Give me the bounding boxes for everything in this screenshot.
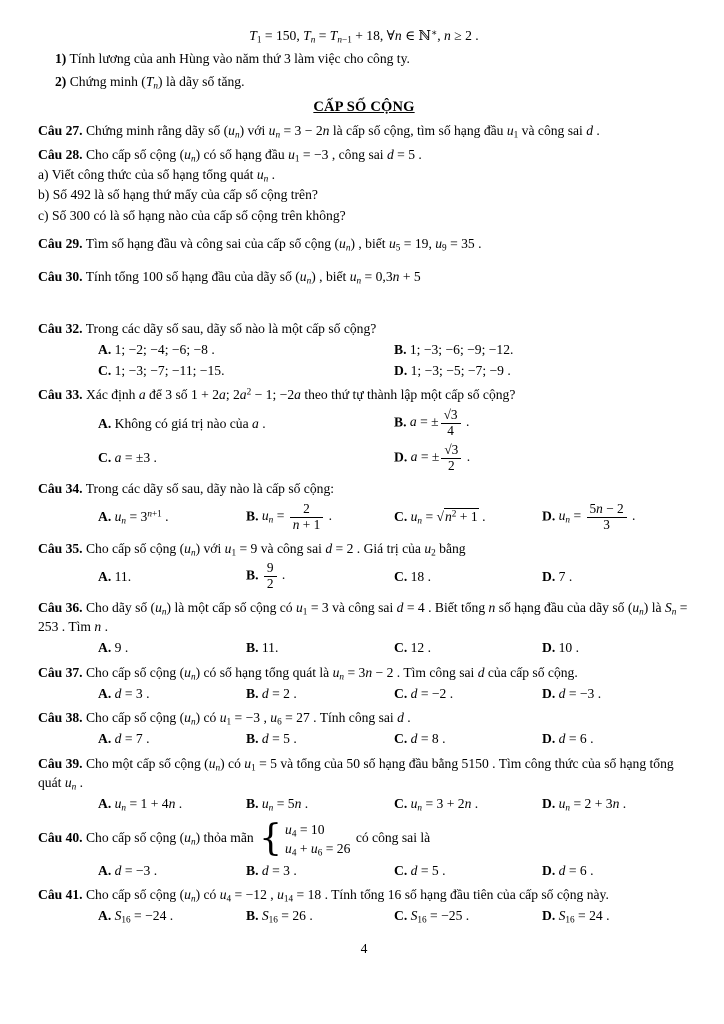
question-37-option-A (98, 683, 246, 704)
option-label: C. (98, 450, 112, 466)
question-34-option-B (246, 500, 394, 535)
option-label: B. (246, 862, 259, 878)
option-text: $S_{16} = 26$ . (261, 908, 313, 925)
question-32-option-C (98, 360, 394, 381)
question-28-number: Câu 28. (38, 146, 83, 162)
question-38-option-B (246, 728, 394, 749)
option-text: 11. (114, 568, 132, 584)
option-label: A. (98, 796, 112, 812)
question-33-options (38, 406, 690, 476)
question-28-text: Cho cấp số cộng $(u_n)$ có số hạng đầu $u_1 = -3$ , công sai d = 5 . (85, 146, 422, 164)
question-41-option-D (542, 905, 690, 926)
option-text: $S_{16} = -24$ . (114, 908, 174, 925)
question-41-option-B (246, 905, 394, 926)
option-label: D. (542, 640, 556, 656)
question-28-sub-a: a) Viết công thức của số hạng tổng quát $u_n$ . (38, 167, 276, 184)
question-38-number: Câu 38. (38, 710, 83, 726)
question-39-number: Câu 39. (38, 755, 83, 771)
option-label: B. (246, 796, 259, 812)
question-37-option-C (394, 683, 542, 704)
option-text: Không có giá trị nào của a . (114, 415, 266, 431)
option-label: D. (542, 908, 556, 924)
question-37-number: Câu 37. (38, 664, 83, 680)
question-39-option-C (394, 793, 542, 814)
question-28-sub-c: c) Số 300 có là số hạng nào của cấp số cộng trên không? (38, 207, 346, 223)
intro-item-1-label: 1) (55, 51, 67, 67)
question-33-number: Câu 33. (38, 387, 83, 403)
option-label: B. (246, 908, 259, 924)
option-text: d = 6 . (558, 731, 594, 747)
question-27 (38, 121, 690, 140)
option-label: C. (394, 509, 408, 525)
question-40-option-B (246, 860, 394, 881)
question-34-number: Câu 34. (38, 481, 83, 497)
question-27-number: Câu 27. (38, 123, 83, 139)
question-38-option-C (394, 728, 542, 749)
question-34-options (38, 500, 690, 535)
option-label: D. (542, 862, 556, 878)
question-27-text: Chứng minh rằng dãy số $(u_n)$ với $u_n = 3 - 2n$ là cấp số cộng, tìm số hạng đầu $u_1$ và công sai d . (85, 123, 600, 141)
question-34 (38, 479, 690, 498)
option-text: $u_n = 3 + 2n$ . (410, 796, 479, 813)
option-label: D. (542, 685, 556, 701)
page-number: 4 (360, 940, 368, 956)
option-text: 11. (261, 640, 279, 656)
question-39-option-A (98, 793, 246, 814)
question-40-system (259, 817, 351, 859)
question-39 (38, 754, 690, 793)
option-text: 1; −3; −6; −9; −12. (409, 341, 514, 357)
question-32-options (38, 339, 690, 382)
option-text: a = ± $\frac{√3}{4}$ . (409, 406, 470, 438)
option-text: d = 7 . (114, 731, 150, 747)
question-36 (38, 598, 690, 637)
question-29-text: Tìm số hạng đầu và công sai của cấp số cộng $(u_n)$ , biết $u_5 = 19$, $u_9 = 35$ . (85, 235, 482, 253)
question-40-lead: Cho cấp số cộng $(u_n)$ thỏa mãn (85, 829, 254, 847)
system-equation-2: $u_4 + u_6 = 26$ (285, 840, 351, 858)
option-label: D. (542, 731, 556, 747)
question-41-text: Cho cấp số cộng $(u_n)$ có $u_4 = -12$ , $u_{14} = 18$ . Tính tổng 16 số hạng đầu tiên của cấp số cộng này. (85, 887, 609, 904)
option-text: $u_n = 3^{n+1}$ . (114, 508, 169, 527)
option-text: 10 . (558, 640, 580, 656)
question-33 (38, 385, 690, 404)
question-40-tail: có công sai là (355, 829, 431, 845)
option-text: d = −3 . (114, 862, 158, 878)
option-text: $u_n$ = $\frac{5n - 2}{3}$ . (558, 500, 636, 532)
question-39-option-D (542, 793, 690, 814)
option-label: C. (394, 796, 408, 812)
option-label: C. (394, 685, 408, 701)
option-text: d = 3 . (114, 685, 150, 701)
option-label: B. (246, 567, 259, 583)
question-30-number: Câu 30. (38, 269, 83, 285)
option-text: 18 . (410, 568, 432, 584)
option-text: 12 . (410, 640, 432, 656)
option-label: B. (246, 731, 259, 747)
intro-item-1 (38, 49, 690, 68)
question-30-text: Tính tổng 100 số hạng đầu của dãy số $(u_n)$ , biết $u_n = 0,3n + 5$ (85, 269, 421, 286)
option-text: $u_n = 1 + 4n$ . (114, 796, 183, 813)
option-text: $\frac{9}{2}$ . (262, 567, 285, 582)
option-label: C. (394, 640, 408, 656)
question-35-option-B (246, 559, 394, 594)
question-38-option-A (98, 728, 246, 749)
question-41-option-C (394, 905, 542, 926)
option-label: A. (98, 685, 112, 701)
question-37-text: Cho cấp số cộng $(u_n)$ có số hạng tổng quát là $u_n = 3n - 2$ . Tìm công sai d của cấp số cộng. (85, 664, 578, 682)
option-label: A. (98, 731, 112, 747)
option-text: 1; −2; −4; −6; −8 . (114, 341, 215, 357)
option-label: C. (98, 363, 112, 379)
question-40-option-D (542, 860, 690, 881)
intro-item-1-text: Tính lương của anh Hùng vào năm thứ 3 làm việc cho công ty. (69, 51, 410, 67)
question-41-option-A (98, 905, 246, 926)
question-33-option-D (394, 441, 690, 476)
question-39-text: Cho một cấp số cộng $(u_n)$ có $u_1 = 5$ và tổng của 50 số hạng đầu bằng 5150 . Tìm công thức của số hạng tổng quát $u_n$ . (38, 755, 674, 792)
option-text: d = −3 . (558, 685, 602, 701)
option-label: C. (394, 862, 408, 878)
question-32-number: Câu 32. (38, 320, 83, 336)
question-37-option-D (542, 683, 690, 704)
question-32-text: Trong các dãy số sau, dãy số nào là một cấp số cộng? (85, 320, 377, 336)
question-32-option-A (98, 339, 394, 360)
question-29-number: Câu 29. (38, 235, 83, 251)
question-36-option-A (98, 637, 246, 658)
option-label: A. (98, 862, 112, 878)
question-38-option-D (542, 728, 690, 749)
question-38-options (38, 728, 690, 749)
question-40 (38, 819, 690, 859)
question-34-option-A (98, 506, 246, 527)
option-text: d = 5 . (261, 731, 297, 747)
option-label: B. (246, 508, 259, 524)
question-32-option-B (394, 339, 690, 360)
question-37-options (38, 683, 690, 704)
question-36-text: Cho dãy số $(u_n)$ là một cấp số cộng có $u_1 = 3$ và công sai d = 4 . Biết tổng n số hạng đầu của dãy số $(u_n)$ là $S_n = 253$ . Tìm n . (38, 599, 688, 634)
question-35-option-C (394, 566, 542, 587)
question-41 (38, 885, 690, 904)
intro-item-2-label: 2) (55, 73, 67, 89)
question-35-text: Cho cấp số cộng $(u_n)$ với $u_1 = 9$ và công sai d = 2 . Giá trị của $u_2$ bằng (85, 540, 466, 558)
question-35-options (38, 559, 690, 594)
question-33-option-A (98, 413, 394, 434)
question-35-option-D (542, 566, 690, 587)
question-32-option-D (394, 360, 690, 381)
option-label: D. (542, 508, 556, 524)
option-text: $S_{16} = 24$ . (558, 908, 610, 925)
option-label: D. (394, 449, 408, 465)
option-label: A. (98, 640, 112, 656)
option-label: D. (394, 363, 408, 379)
question-34-option-C (394, 506, 542, 527)
option-label: C. (394, 568, 408, 584)
option-label: A. (98, 908, 112, 924)
question-33-option-C (98, 447, 394, 468)
option-text: a = ±3 . (114, 450, 157, 466)
question-29 (38, 234, 690, 253)
question-36-option-B (246, 637, 394, 658)
option-label: A. (98, 415, 112, 431)
question-36-option-C (394, 637, 542, 658)
option-text: $u_n = 5n$ . (261, 796, 309, 813)
option-text: d = 8 . (410, 731, 446, 747)
intro-item-2 (38, 72, 690, 91)
option-label: D. (542, 796, 556, 812)
question-38-text: Cho cấp số cộng $(u_n)$ có $u_1 = -3$ , $u_6 = 27$ . Tính công sai d . (85, 710, 411, 727)
option-text: 1; −3; −7; −11; −15. (114, 363, 225, 379)
option-text: $u_n = √n^2 + 1$ . (410, 508, 486, 527)
option-label: A. (98, 341, 112, 357)
option-text: 9 . (114, 640, 129, 656)
option-text: d = 2 . (261, 685, 297, 701)
question-36-option-D (542, 637, 690, 658)
option-text: d = −2 . (410, 685, 454, 701)
option-label: A. (98, 568, 112, 584)
question-34-option-D (542, 500, 690, 535)
question-39-option-B (246, 793, 394, 814)
question-33-option-B (394, 406, 690, 441)
option-text: 7 . (558, 568, 573, 584)
question-30 (38, 267, 690, 286)
option-text: $S_{16} = -25$ . (410, 908, 470, 925)
system-equation-1: $u_4 = 10$ (285, 821, 325, 839)
intro-item-2-text: Chứng minh $(T_n)$ là dãy số tăng. (69, 73, 245, 91)
option-text: 1; −3; −5; −7; −9 . (410, 363, 511, 379)
option-text: a = ± $\frac{√3}{2}$ . (410, 441, 471, 473)
question-32 (38, 319, 690, 338)
question-37-option-B (246, 683, 394, 704)
option-label: D. (542, 568, 556, 584)
question-35-option-A (98, 566, 246, 587)
question-28-sub-b: b) Số 492 là số hạng thứ mấy của cấp số cộng trên? (38, 187, 318, 203)
option-label: C. (394, 731, 408, 747)
question-33-text: Xác định a để 3 số 1 + 2a; $2a^2 - 1$; −2a theo thứ tự thành lập một cấp số cộng? (85, 386, 516, 403)
question-40-options (38, 860, 690, 881)
question-41-options (38, 905, 690, 926)
recurrence-formula: $T_1 = 150$, $T_n = T_{n-1} + 18$, ∀n ∈ ℕ∗, n ≥ 2 . (249, 27, 479, 45)
question-39-options (38, 793, 690, 814)
option-label: B. (394, 341, 407, 357)
question-35-number: Câu 35. (38, 540, 83, 556)
question-36-options (38, 637, 690, 658)
option-label: B. (246, 640, 259, 656)
question-36-number: Câu 36. (38, 599, 83, 615)
question-38 (38, 708, 690, 727)
question-40-number: Câu 40. (38, 829, 83, 845)
option-text: d = 6 . (558, 862, 594, 878)
option-label: B. (246, 685, 259, 701)
question-34-text: Trong các dãy số sau, dãy nào là cấp số cộng: (85, 481, 335, 497)
option-text: d = 3 . (261, 862, 297, 878)
option-label: B. (394, 414, 407, 430)
question-40-option-C (394, 860, 542, 881)
question-37 (38, 663, 690, 682)
option-text: $u_n = 2 + 3n$ . (558, 796, 627, 813)
option-text: d = 5 . (410, 862, 446, 878)
question-40-option-A (98, 860, 246, 881)
option-text: $u_n$ = $\frac{2}{n + 1}$ . (261, 500, 333, 532)
question-41-number: Câu 41. (38, 887, 83, 903)
option-label: A. (98, 509, 112, 525)
question-28 (38, 145, 690, 164)
option-label: C. (394, 908, 408, 924)
system-brace: { (259, 817, 283, 859)
section-heading: CẤP SỐ CỘNG (313, 98, 415, 115)
question-35 (38, 539, 690, 558)
